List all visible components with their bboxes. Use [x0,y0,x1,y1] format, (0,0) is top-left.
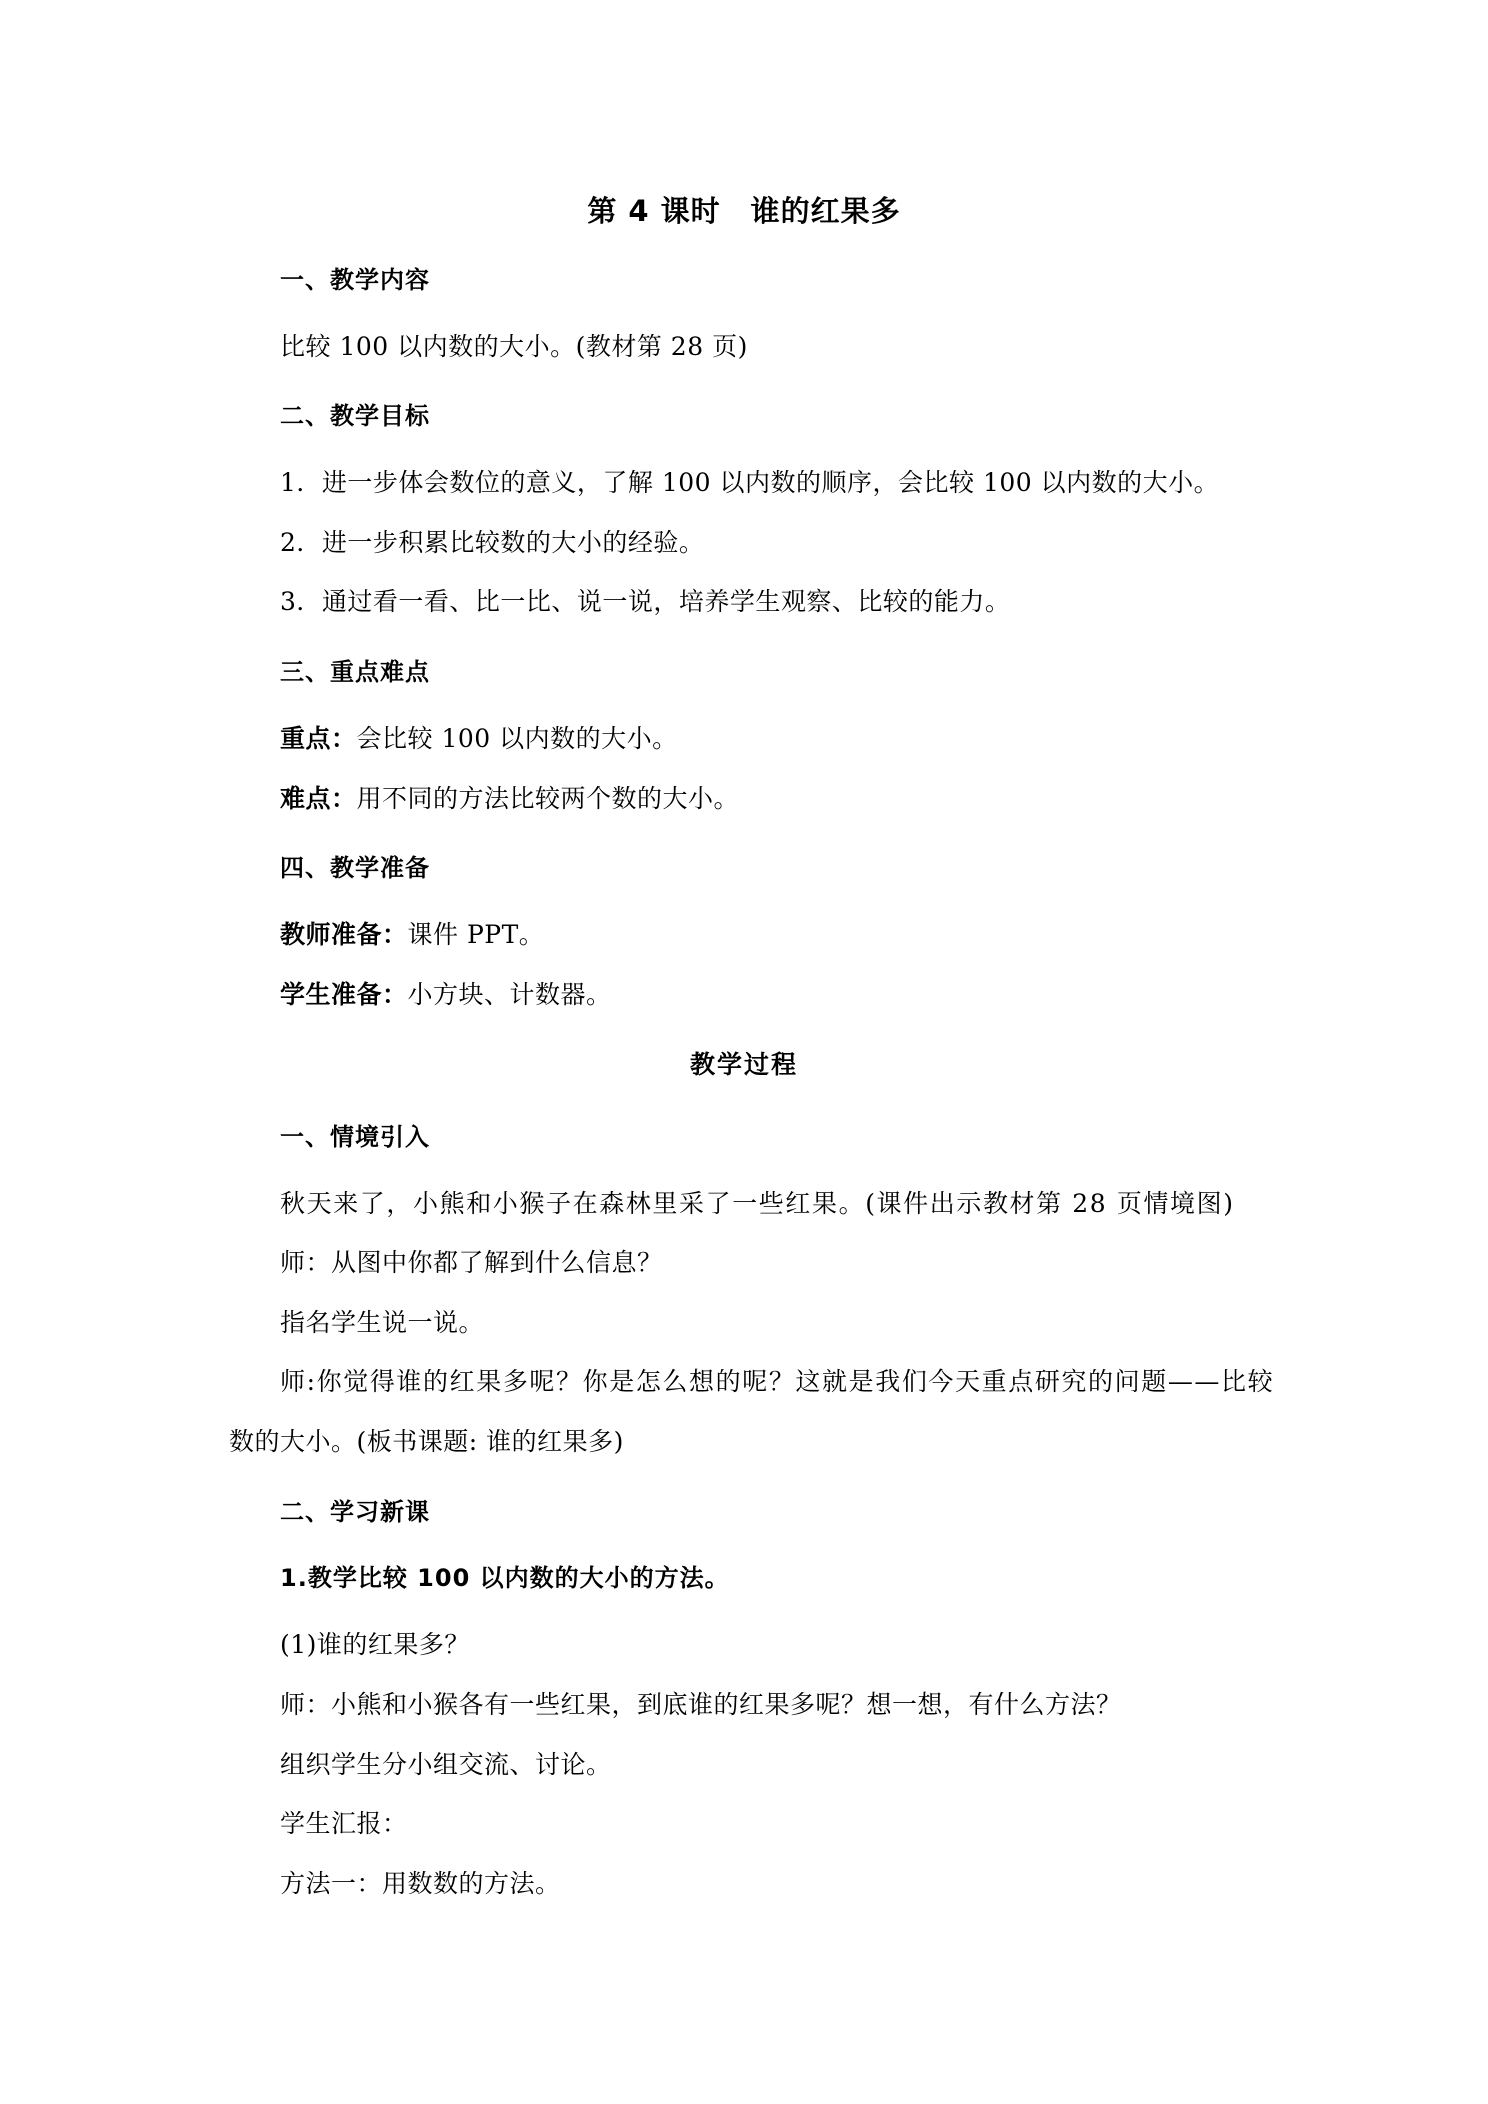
part-heading-new-lesson: 二、学习新课 [280,1498,430,1526]
intro-line-continued: 数的大小。(板书课题: 谁的红果多) [229,1427,624,1456]
section-heading-preparation: 四、教学准备 [280,854,430,882]
lesson-line: 师：小熊和小猴各有一些红果，到底谁的红果多呢？想一想，有什么方法？ [280,1690,1122,1719]
intro-line: 指名学生说一说。 [280,1308,485,1337]
student-prep-label: 学生准备： [280,980,408,1009]
difficult-point-text: 用不同的方法比较两个数的大小。 [356,784,740,813]
lesson-line: 方法一：用数数的方法。 [280,1869,561,1898]
goal-item: 3．通过看一看、比一比、说一说，培养学生观察、比较的能力。 [280,587,1011,616]
page-title: 第 4 课时 谁的红果多 [587,194,901,228]
lesson-line: 学生汇报： [280,1809,408,1838]
section-heading-goals: 二、教学目标 [280,402,430,430]
lesson-line: (1)谁的红果多？ [280,1630,470,1659]
key-point-line [280,726,678,751]
difficult-point-label: 难点： [280,784,357,813]
goal-item: 1．进一步体会数位的意义，了解 100 以内数的顺序，会比较 100 以内数的大小。 [280,468,1220,497]
intro-line: 师:你觉得谁的红果多呢？你是怎么想的呢？这就是我们今天重点研究的问题——比较 [280,1367,1275,1396]
student-prep-line [280,982,612,1007]
lesson-line: 组织学生分小组交流、讨论。 [280,1750,612,1779]
difficult-point-line [280,786,739,811]
goal-item: 2．进一步积累比较数的大小的经验。 [280,528,705,557]
teacher-prep-label: 教师准备： [280,920,408,949]
key-point-text: 会比较 100 以内数的大小。 [356,724,678,753]
content-text: 比较 100 以内数的大小。(教材第 28 页) [280,332,748,361]
teacher-prep-text: 课件 PPT。 [407,920,545,949]
intro-line: 秋天来了，小熊和小猴子在森林里采了一些红果。(课件出示教材第 28 页情境图) [280,1189,1235,1218]
section-heading-key-points: 三、重点难点 [280,658,430,686]
part-heading-intro: 一、情境引入 [280,1123,430,1151]
key-point-label: 重点： [280,724,357,753]
student-prep-text: 小方块、计数器。 [407,980,612,1009]
teacher-prep-line [280,922,544,947]
lesson-subheading: 1.教学比较 100 以内数的大小的方法。 [280,1564,730,1592]
intro-line: 师：从图中你都了解到什么信息？ [280,1248,663,1277]
process-heading: 教学过程 [689,1050,798,1079]
section-heading-content: 一、教学内容 [280,266,430,294]
